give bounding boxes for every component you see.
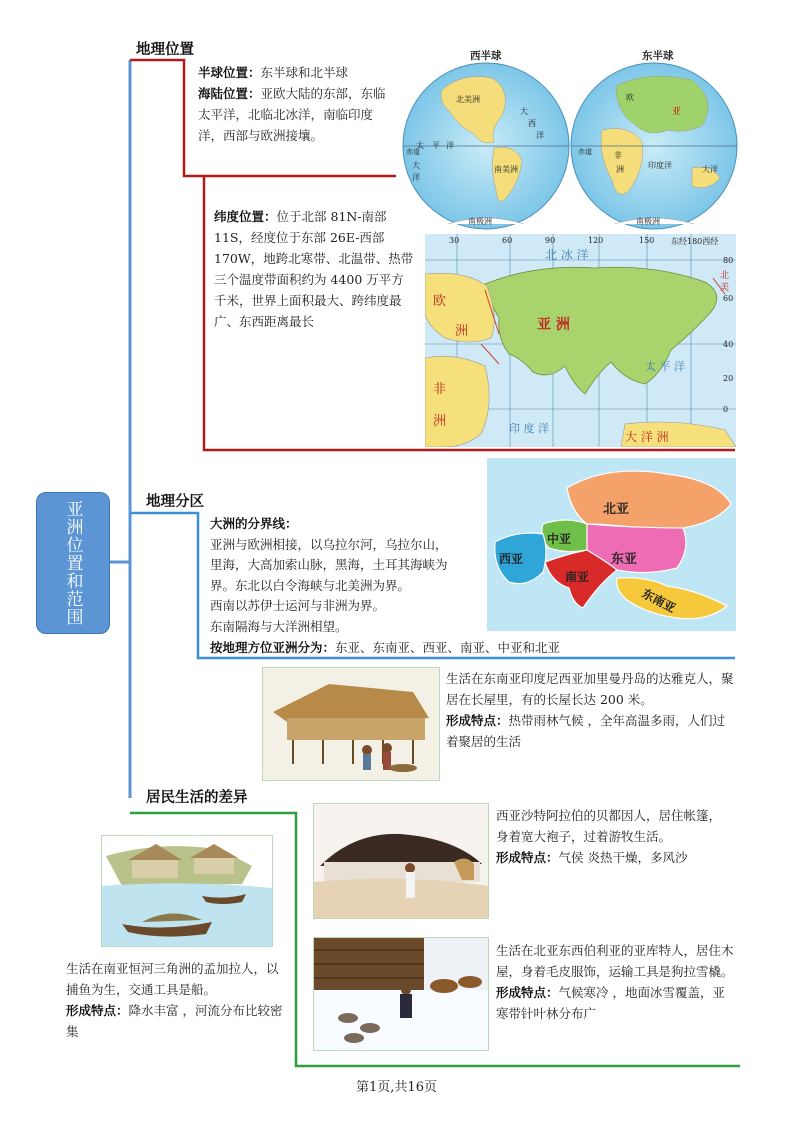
se-asia-feature-label: 形成特点： [446,713,509,728]
land-sea-text: 亚欧大陆的东部，东临太平洋，北临北冰洋，南临印度洋，西部与欧洲接壤。 [198,86,386,143]
globe-label-indian: 印度洋 [648,161,672,170]
w-asia-text: 西亚沙特阿拉伯的贝都因人，居住帐篷，身着宽大袍子，过着游牧生活。 [496,808,722,844]
map-label-africa-2: 洲 [433,414,447,429]
globe-label-oceania-2: 洋 [412,173,420,182]
region-label-east: 东亚 [611,552,638,567]
globe-label-antarctica-e: 南极洲 [636,217,660,226]
map-lon-120: 120 [588,236,604,245]
division-text: 东亚、东南亚、西亚、南亚、中亚和北亚 [335,640,561,655]
n-asia-feature: 气候寒冷 ，地面冰雪覆盖，亚寒带针叶林分布广 [496,985,725,1021]
map-label-pacific: 太 平 洋 [645,360,685,373]
map-label-africa-1: 非 [433,382,447,397]
map-label-oceania: 大 洋 洲 [625,430,669,444]
globe-label-antarctica-w: 南极洲 [468,217,492,226]
s-asia-text: 生活在南亚恒河三角洲的孟加拉人，以捕鱼为生，交通工具是船。 [66,961,279,997]
n-asia-feature-label: 形成特点： [496,985,559,1000]
s-asia-image [101,835,273,947]
globe-label-europe: 欧 [626,93,634,102]
asia-map [425,234,736,447]
globe-label-africa-2: 洲 [616,165,624,174]
s-asia-text-block [66,958,284,1042]
hemisphere-globes [402,44,738,234]
s-asia-feature: 降水丰富 ，河流分布比较密集 [66,1003,283,1039]
n-asia-image [313,937,489,1051]
map-lon-60: 60 [502,236,513,245]
globe-label-atl-3: 洋 [536,131,544,140]
map-lon-30: 30 [449,236,460,245]
root-label: 亚洲位置和范围 [62,500,83,626]
globe-label-asia: 亚 [672,107,682,117]
globe-label-equator-e: 赤道 [578,148,592,156]
n-asia-text-block [496,940,736,1024]
boundary-line-1: 亚洲与欧洲相接，以乌拉尔河，乌拉尔山， [210,536,448,552]
map-label-north-america: 北 美 [718,270,728,291]
section-title-location: 地理位置 [136,41,194,58]
map-label-indian: 印 度 洋 [509,422,549,435]
globe-label-pac-2: 平 [432,141,440,150]
se-asia-feature: 热带雨林气候 ，全年高温多雨，人们过着聚居的生活 [446,713,725,749]
region-label-south: 南亚 [565,570,590,584]
hemisphere-label: 半球位置： [198,65,261,80]
globe-label-sa: 南美洲 [494,165,518,174]
globe-label-equator-w: 赤道 [406,148,420,156]
se-asia-image [262,667,440,781]
boundary-line-2: 里海，大高加索山脉，黑海，土耳其海峡为 [210,557,448,572]
globe-east-title: 东半球 [642,50,674,62]
map-lon-90: 90 [545,236,556,245]
region-label-southeast: 东南亚 [639,586,678,616]
boundary-line-5: 东南隔海与大洋洲相望。 [210,618,348,634]
globe-label-oceania-e: 大洋 [702,165,718,174]
map-lat-0: 0 [723,405,729,414]
globe-label-pac-3: 洋 [446,141,454,150]
latlon-text: 位于北部 81N-南部 11S，经度位于东部 26E-西部 170W，地跨北寒带、北温带、热带三个温度带面积约为 4400 万平方千米，世界上面积最大、跨纬度最广、东西距离最长 [214,209,414,329]
map-lat-80: 80 [723,256,734,265]
region-label-west: 西亚 [499,552,524,566]
boundary-text-block [210,514,490,637]
boundary-line-3: 界。东北以白令海峡与北美洲为界。 [210,577,411,593]
latlon-text-block [214,206,414,332]
se-asia-text: 生活在东南亚印度尼西亚加里曼丹岛的达雅克人，聚居在长屋里，有的长屋长达 200 米。 [446,671,734,707]
globe-label-atl-2: 西 [528,119,536,128]
boundary-label: 大洲的分界线： [210,516,298,531]
land-sea-label: 海陆位置： [198,86,261,101]
hemisphere-text: 东半球和北半球 [260,65,349,80]
root-node [36,492,110,634]
map-lat-40: 40 [723,340,734,349]
globe-label-oceania-1: 大 [412,161,420,170]
asia-map-image [425,234,736,447]
n-asia-text: 生活在北亚东西伯利亚的亚库特人，居住木屋，身着毛皮服饰，运输工具是狗拉雪橇。 [496,943,734,979]
se-asia-text-block [446,668,734,752]
w-asia-feature: 气侯 炎热干燥，多风沙 [558,850,688,865]
region-map-image [487,458,736,631]
globe-west-title: 西半球 [470,50,502,62]
map-lat-20: 20 [723,374,734,383]
division-label: 按地理方位亚洲分为： [210,640,336,655]
region-map [487,458,736,631]
map-lon-150: 150 [639,236,655,245]
map-label-asia: 亚 洲 [537,317,570,333]
section-title-regions: 地理分区 [146,493,204,510]
boundary-line-4: 西南以苏伊士运河与非洲为界。 [210,598,386,613]
latlon-label: 纬度位置： [214,209,277,224]
region-label-central: 中亚 [547,532,572,546]
region-label-north: 北亚 [603,502,630,517]
globe-label-na: 北美洲 [456,95,480,104]
w-asia-image [313,803,489,919]
map-label-arctic: 北 冰 洋 [545,248,589,262]
w-asia-feature-label: 形成特点： [496,850,559,865]
s-asia-feature-label: 形成特点： [66,1003,129,1018]
map-label-europe-2: 洲 [455,324,469,339]
map-label-europe-1: 欧 [433,294,447,309]
globe-label-atl-1: 大 [520,107,528,116]
division-line [210,637,730,658]
globe-label-pac-1: 太 [416,141,424,150]
w-asia-text-block [496,805,732,868]
map-lon-180: 东经180西经 [671,237,719,246]
globe-label-africa: 非 [614,151,622,160]
page-footer: 第1页,共16页 [356,1080,437,1095]
section-title-life: 居民生活的差异 [146,789,248,806]
map-lat-60: 60 [723,294,734,303]
location-text-block [198,62,396,146]
